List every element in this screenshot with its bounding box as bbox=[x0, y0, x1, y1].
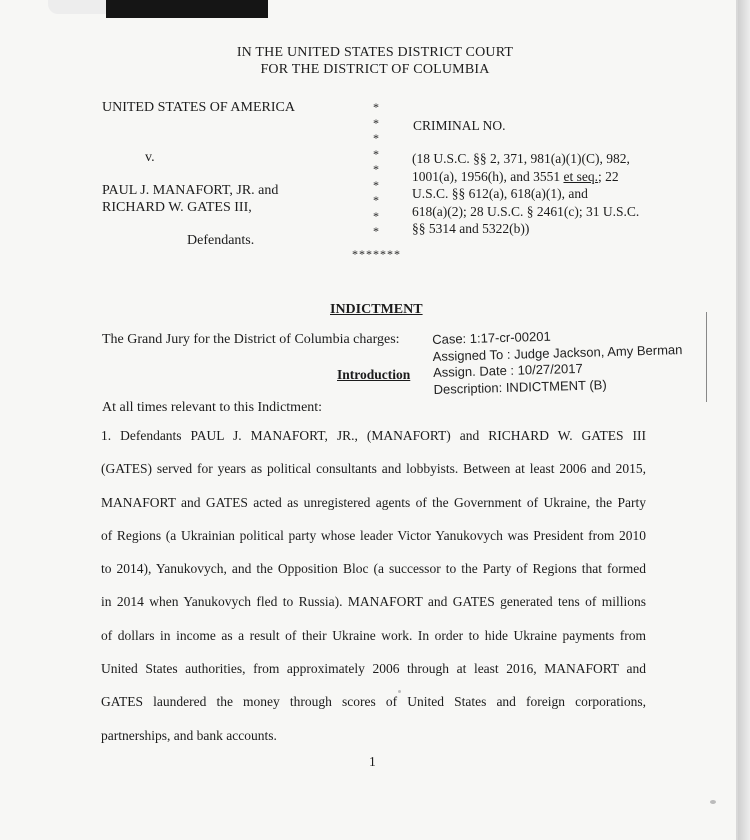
caption-star: * bbox=[373, 224, 379, 238]
citation-text: ; 22 bbox=[597, 168, 619, 184]
defendants-label: Defendants. bbox=[187, 233, 255, 248]
stamp-description: Description: INDICTMENT (B) bbox=[433, 376, 607, 397]
paragraph-line: of dollars in income as a result of their Ukraine work. In order to hide Ukraine payments from bbox=[101, 627, 646, 643]
caption-star-row: ******* bbox=[352, 247, 401, 261]
case-assignment-stamp bbox=[432, 325, 684, 398]
scan-speck bbox=[710, 800, 716, 804]
criminal-number-label: CRIMINAL NO. bbox=[413, 118, 506, 133]
grand-jury-charge: The Grand Jury for the District of Columbia charges: bbox=[102, 332, 400, 347]
top-tab-dark bbox=[106, 0, 268, 18]
caption-star: * bbox=[373, 146, 379, 161]
citation-line: U.S.C. §§ 612(a), 618(a)(1), and bbox=[412, 186, 588, 201]
paragraph-line: United States authorities, from approximately 2006 through at least 2016, MANAFORT and bbox=[101, 661, 646, 677]
citation-line: §§ 5314 and 5322(b)) bbox=[412, 221, 530, 236]
paragraph-line: of Regions (a Ukrainian political party whose leader Victor Yanukovych was President from 2010 bbox=[101, 527, 646, 543]
paragraph-line: in 2014 when Yanukovych fled to Russia). MANAFORT and GATES generated tens of millions bbox=[101, 594, 646, 610]
page-number: 1 bbox=[369, 754, 376, 769]
caption-star: * bbox=[373, 208, 379, 223]
document-title: INDICTMENT bbox=[330, 302, 423, 317]
stamp-case-number: Case: 1:17-cr-00201 bbox=[432, 328, 551, 347]
caption-star-column bbox=[370, 100, 382, 240]
stamp-assigned-judge: Assigned To : Judge Jackson, Amy Berman bbox=[432, 341, 683, 364]
citation-line: 618(a)(2); 28 U.S.C. § 2461(c); 31 U.S.C. bbox=[412, 203, 640, 219]
paragraph-line: (GATES) served for years as political consultants and lobbyists. Between at least 2006 and 2015, bbox=[101, 461, 646, 477]
defendant-1: PAUL J. MANAFORT, JR. and bbox=[102, 183, 279, 198]
caption-star: * bbox=[373, 100, 379, 114]
citation-line bbox=[412, 168, 639, 186]
citation-text: 1001(a), 1956(h), and 3551 bbox=[412, 168, 561, 184]
paragraph-line: MANAFORT and GATES acted as unregistered agents of the Government of Ukraine, the Party bbox=[101, 494, 646, 510]
court-name-line1: IN THE UNITED STATES DISTRICT COURT bbox=[236, 45, 514, 60]
citation-et-seq: et seq. bbox=[563, 168, 598, 184]
section-heading: Introduction bbox=[337, 367, 411, 382]
paragraph-line: 1. Defendants PAUL J. MANAFORT, JR., (MANAFORT) and RICHARD W. GATES III bbox=[101, 428, 646, 443]
relevant-times-line: At all times relevant to this Indictment: bbox=[102, 400, 323, 415]
plaintiff-name: UNITED STATES OF AMERICA bbox=[102, 100, 295, 115]
paragraph-line: partnerships, and bank accounts. bbox=[101, 727, 277, 743]
paragraph-1 bbox=[101, 428, 646, 761]
caption-star: * bbox=[373, 162, 379, 176]
caption-star: * bbox=[373, 115, 379, 130]
stamp-assign-date: Assign. Date : 10/27/2017 bbox=[432, 360, 583, 380]
court-name-line2: FOR THE DISTRICT OF COLUMBIA bbox=[260, 62, 490, 77]
defendant-2: RICHARD W. GATES III, bbox=[102, 200, 252, 215]
versus-label: v. bbox=[145, 150, 155, 165]
caption-star: * bbox=[373, 131, 379, 145]
paragraph-line: GATES laundered the money through scores of United States and foreign corporations, bbox=[101, 694, 646, 710]
paragraph-line: to 2014), Yanukovych, and the Opposition Bloc (a successor to the Party of Regions that formed bbox=[101, 561, 646, 577]
stamp-border bbox=[706, 312, 707, 402]
citation-line: (18 U.S.C. §§ 2, 371, 981(a)(1)(C), 982, bbox=[412, 151, 630, 166]
statute-citations bbox=[412, 150, 639, 238]
caption-star: * bbox=[373, 193, 379, 207]
page-edge-shadow bbox=[738, 0, 750, 840]
scan-speck bbox=[398, 690, 401, 693]
caption-star: * bbox=[373, 177, 379, 192]
